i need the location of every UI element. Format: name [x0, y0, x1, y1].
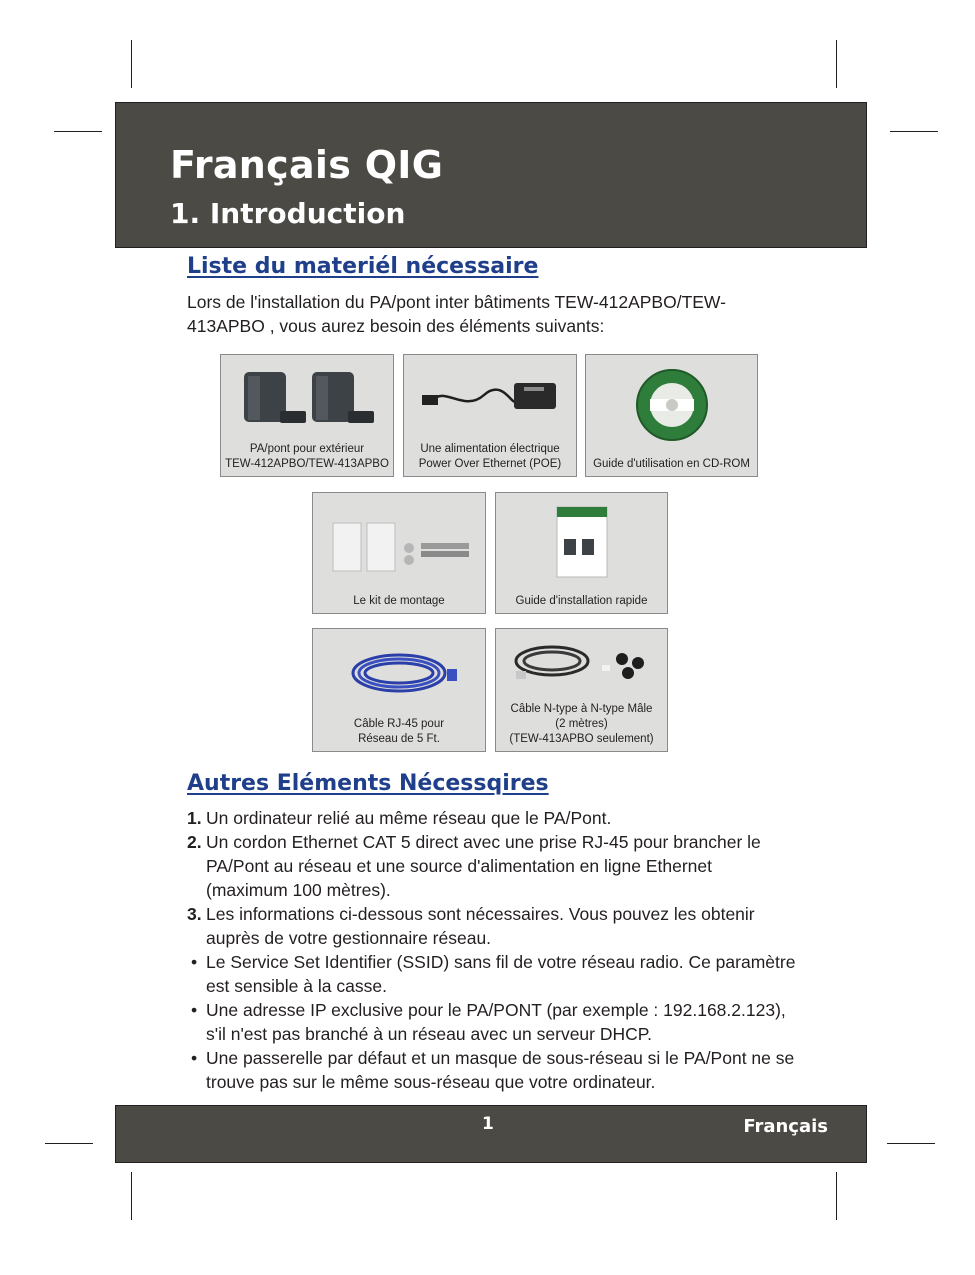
bullet-marker: •: [191, 1000, 198, 1020]
list-item: [187, 830, 797, 902]
other-items-heading: Autres Eléments Nécessqires: [187, 771, 549, 796]
intro-paragraph: Lors de l'installation du PA/pont inter bâtiments TEW-412APBO/TEW-413APBO , vous aurez besoin des éléments suivants:: [187, 292, 726, 336]
list-item-text: Une passerelle par défaut et un masque de sous-réseau si le PA/Pont ne se trouve pas sur le même sous-réseau que votre ordinateur.: [206, 1048, 795, 1092]
header-banner: [115, 102, 867, 248]
list-item-text: Un ordinateur relié au même réseau que le PA/Pont.: [206, 808, 612, 828]
list-item: [187, 998, 797, 1046]
crop-mark: [45, 1143, 93, 1144]
item-card-rj45-cable: [312, 628, 486, 752]
item-card-poe-power: [403, 354, 577, 477]
bullet-marker: •: [191, 1048, 198, 1068]
crop-mark: [131, 1172, 132, 1220]
crop-mark: [836, 1172, 837, 1220]
item-card-access-point: [220, 354, 394, 477]
other-items-list: [187, 806, 797, 1094]
list-marker: 3.: [187, 904, 202, 924]
item-caption: Une alimentation électrique Power Over Ethernet (POE): [418, 443, 562, 470]
item-card-cd-rom: [585, 354, 758, 477]
list-marker: 1.: [187, 808, 202, 828]
item-card-n-type-cable: [495, 628, 668, 752]
section-title: 1. Introduction: [170, 197, 406, 230]
item-caption: Câble RJ-45 pour Réseau de 5 Ft.: [353, 718, 445, 745]
crop-mark: [890, 131, 938, 132]
list-item: [187, 806, 797, 830]
required-items-heading: Liste du materiél nécessaire: [187, 254, 539, 279]
item-caption: Le kit de montage: [353, 595, 445, 607]
list-item-text: Un cordon Ethernet CAT 5 direct avec une prise RJ-45 pour brancher le PA/Pont au réseau et une source d'alimentation en ligne Ethernet (maximum 100 mètres).: [206, 832, 761, 900]
bullet-marker: •: [191, 952, 198, 972]
item-caption: Câble N-type à N-type Mâle (2 mètres) (TEW-413APBO seulement): [509, 703, 654, 745]
item-caption: PA/pont pour extérieur TEW-412APBO/TEW-413APBO: [225, 443, 389, 470]
language-label: Français: [743, 1116, 828, 1137]
item-card-mounting-kit: [312, 492, 486, 614]
list-item-text: Une adresse IP exclusive pour le PA/PONT (par exemple : 192.168.2.123), s'il n'est pas branché à un réseau avec un serveur DHCP.: [206, 1000, 786, 1044]
page-number: 1: [482, 1114, 494, 1134]
crop-mark: [836, 40, 837, 88]
page-title: Français QIG: [170, 143, 444, 187]
list-item: [187, 902, 797, 950]
list-item: [187, 1046, 797, 1094]
item-caption: Guide d'utilisation en CD-ROM: [593, 458, 750, 470]
crop-mark: [887, 1143, 935, 1144]
item-card-quick-guide: [495, 492, 668, 614]
list-item-text: Le Service Set Identifier (SSID) sans fil de votre réseau radio. Ce paramètre est sensible à la casse.: [206, 952, 796, 996]
crop-mark: [54, 131, 102, 132]
page-footer: [115, 1105, 867, 1163]
list-item: [187, 950, 797, 998]
list-marker: 2.: [187, 832, 202, 852]
crop-mark: [131, 40, 132, 88]
item-caption: Guide d'installation rapide: [515, 595, 648, 607]
list-item-text: Les informations ci-dessous sont nécessaires. Vous pouvez les obtenir auprès de votre gestionnaire réseau.: [206, 904, 755, 948]
